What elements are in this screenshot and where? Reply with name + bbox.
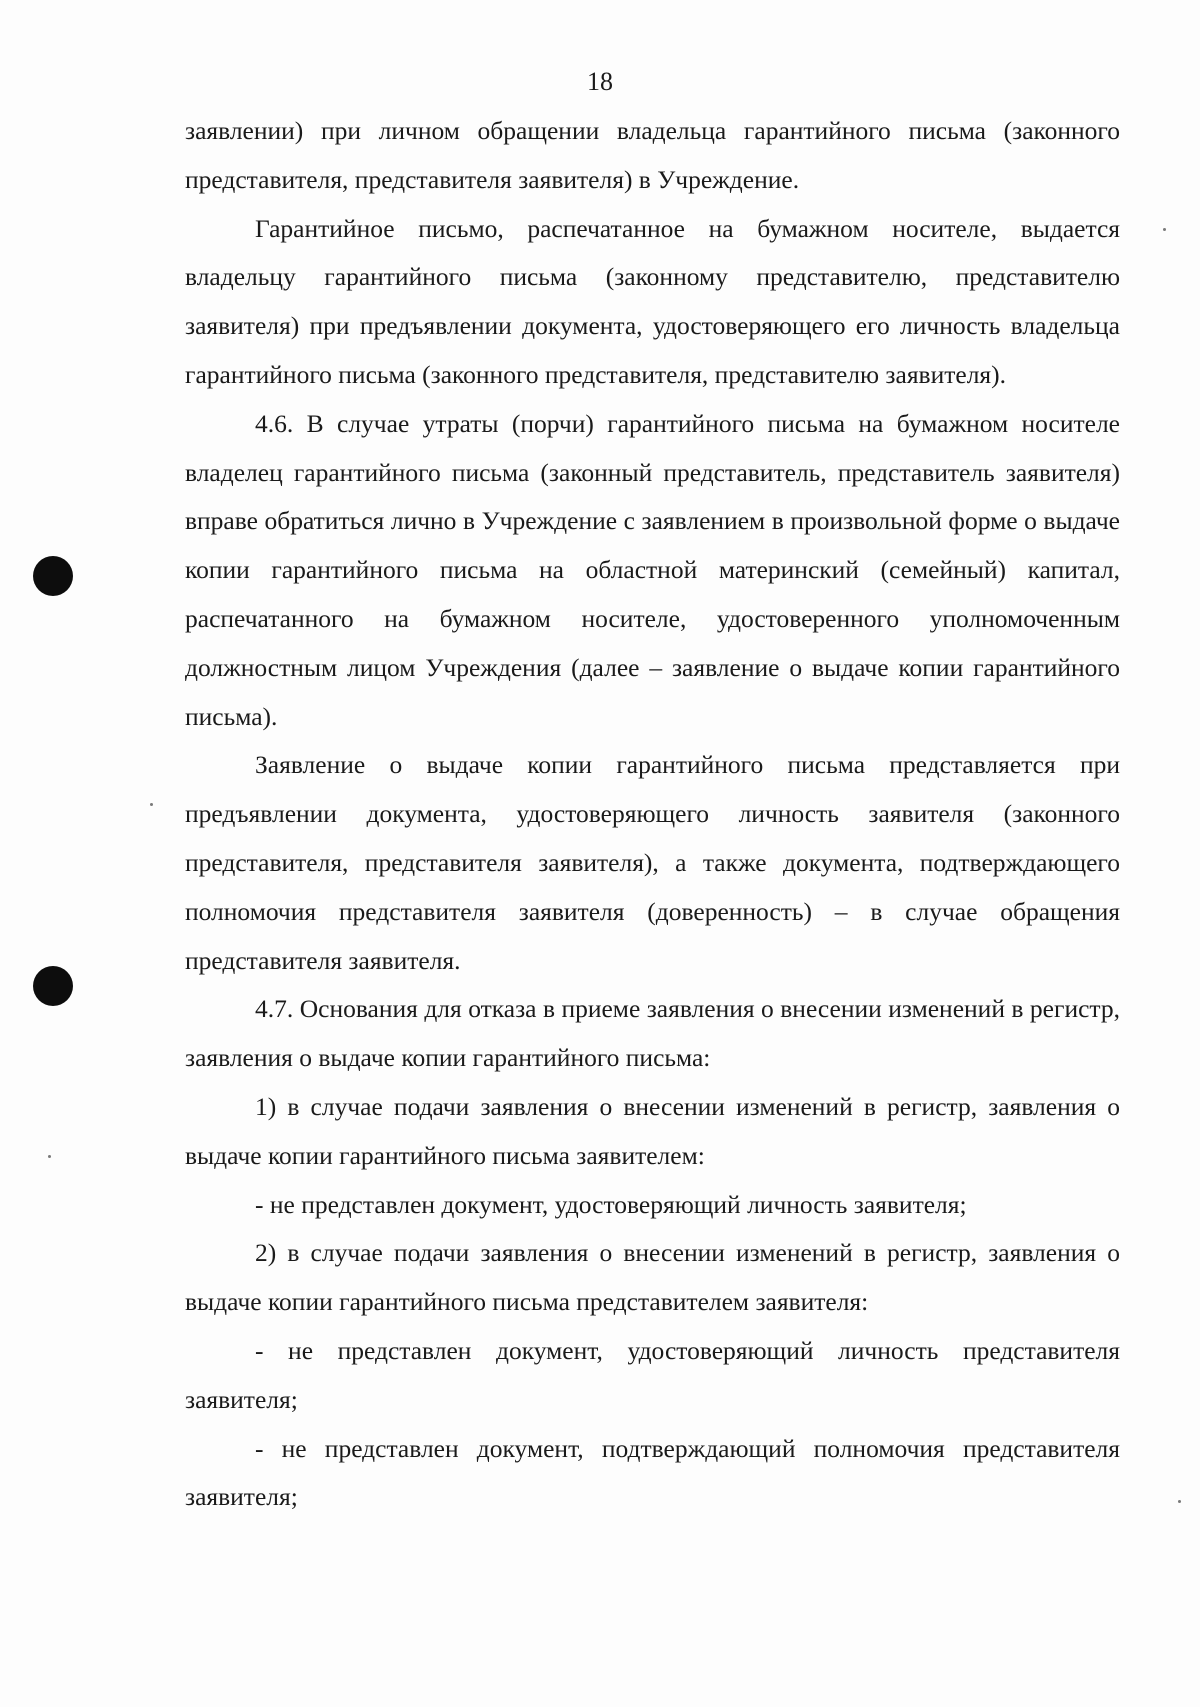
scan-speck [1163, 228, 1166, 231]
paragraph: 4.6. В случае утраты (порчи) гарантийного письма на бумажном носителе владелец гарантийного письма (законный представитель, представитель заявителя) вправе обратиться лично в Учреждение с заявлением в произвольной форме о выдаче копии гарантийного письма на областной материнский (семейный) капитал, распечатанного на бумажном носителе, удостоверенного уполномоченным должностным лицом Учреждения (далее – заявление о выдаче копии гарантийного письма). [185, 408, 1120, 731]
binder-hole-upper [33, 556, 73, 596]
paragraph: - не представлен документ, удостоверяющий личность представителя заявителя; [185, 1335, 1120, 1414]
paragraph: Заявление о выдаче копии гарантийного письма представляется при предъявлении документа, удостоверяющего личность заявителя (законного представителя, представителя заявителя), а также документа, подтверждающего полномочия представителя заявителя (доверенность) – в случае обращения представителя заявителя. [185, 750, 1120, 975]
document-body [185, 107, 1120, 1522]
scan-speck [48, 1155, 51, 1158]
paragraph: заявлении) при личном обращении владельца гарантийного письма (законного представителя, представителя заявителя) в Учреждение. [185, 116, 1120, 194]
paragraph: - не представлен документ, удостоверяющий личность заявителя; [255, 1189, 967, 1219]
paragraph: 2) в случае подачи заявления о внесении изменений в регистр, заявления о выдаче копии гарантийного письма представителем заявителя: [185, 1238, 1120, 1317]
binder-hole-lower [33, 966, 73, 1006]
paragraph: Гарантийное письмо, распечатанное на бумажном носителе, выдается владельцу гарантийного письма (законному представителю, представителю заявителя) при предъявлении документа, удостоверяющего его личность владельца гарантийного письма (законного представителя, представителю заявителя). [185, 213, 1120, 389]
scan-speck [1178, 1500, 1181, 1503]
paragraph: 1) в случае подачи заявления о внесении изменений в регистр, заявления о выдаче копии гарантийного письма заявителем: [185, 1091, 1120, 1170]
paragraph: 4.7. Основания для отказа в приеме заявления о внесении изменений в регистр, заявления о выдаче копии гарантийного письма: [185, 994, 1120, 1073]
paragraph: - не представлен документ, подтверждающий полномочия представителя заявителя; [185, 1433, 1120, 1512]
page-number: 18 [587, 67, 613, 96]
scan-speck [150, 803, 153, 806]
